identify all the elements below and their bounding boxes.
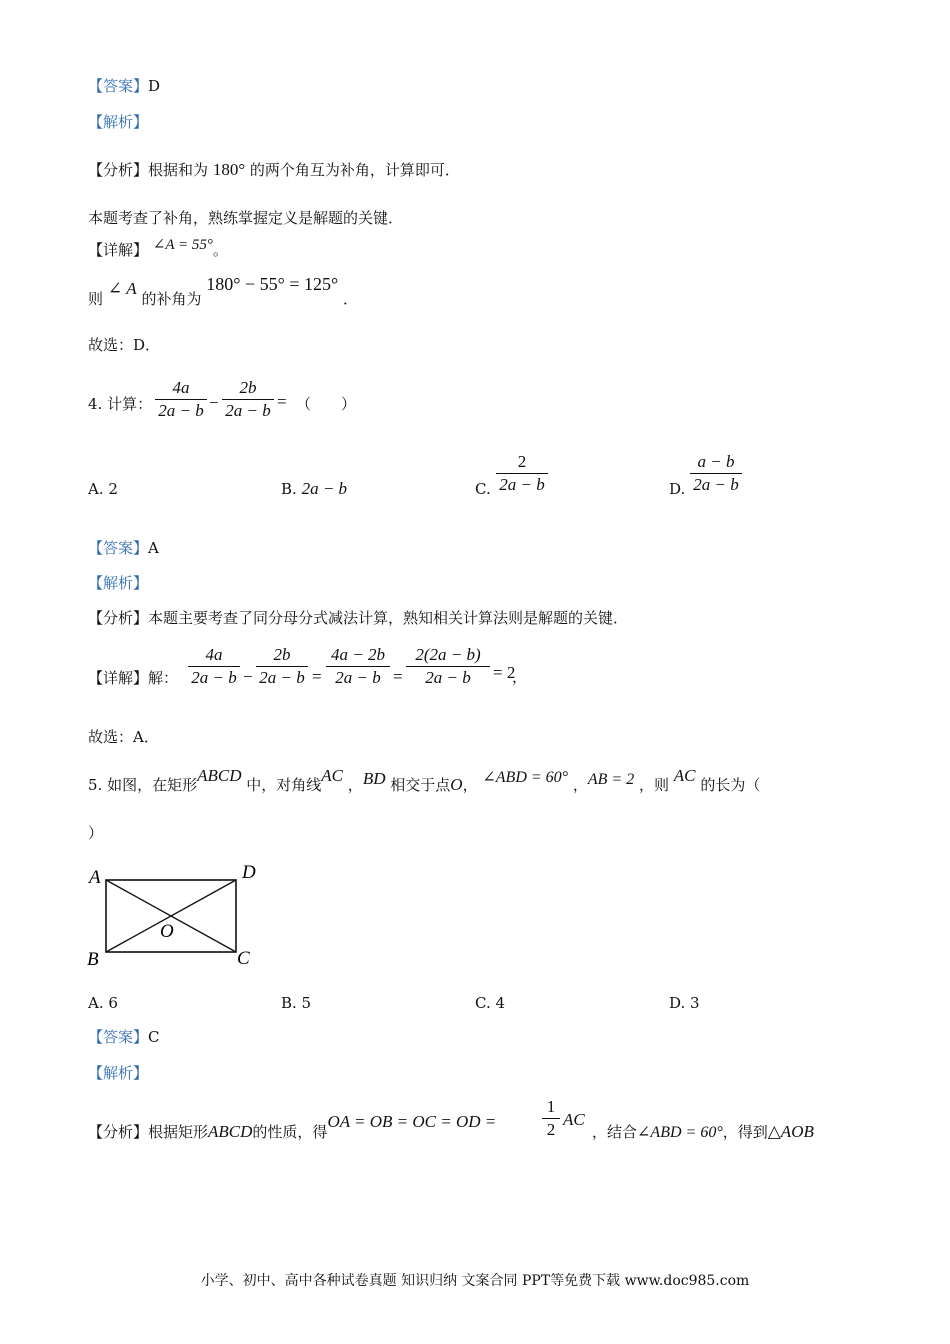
fenxi-math: 180° [212, 160, 246, 179]
vertex-label-b: B [87, 949, 99, 970]
line2-end: ． [342, 290, 358, 308]
q3-detail [88, 237, 228, 261]
answer-tag: 【答案】 [88, 77, 149, 95]
vertex-label-a: A [89, 867, 101, 888]
q4-frac1: $\frac{4a}{2a - b}$ [155, 378, 207, 421]
q4-detail: 【详解】解： [88, 669, 179, 687]
page-footer: 小学、初中、高中各种试卷真题 知识归纳 文案合同 PPT等免费下载 www.doc985.com [200, 1273, 750, 1289]
q4-d-frac3: $\frac{4a - 2b}{2a - b}$ [326, 645, 390, 688]
q4-stem: 4. 计算： [88, 395, 153, 413]
q4-d-result: = 2 [493, 663, 516, 682]
line2-math: ∠ A [107, 279, 137, 298]
q3-analysis-tag: 【解析】 [88, 113, 149, 131]
q5-option-c: C. 4 [475, 994, 506, 1012]
q4-option-b: B. 2a − b [281, 479, 348, 498]
q4-d-frac4: $\frac{2(2a - b)}{2a - b}$ [406, 645, 490, 688]
fenxi-post: 的两个角互为补角，计算即可． [249, 161, 460, 179]
q5-option-d: D. 3 [669, 994, 700, 1012]
detail-tag: 【详解】 [88, 241, 149, 259]
q3-answer-line [88, 76, 160, 96]
q4-option-d: D. [669, 480, 686, 498]
fenxi-pre: 根据和为 [148, 161, 209, 179]
q4-fenxi: 【分析】本题主要考查了同分母分式减法计算，熟知相关计算法则是解题的关键． [88, 609, 629, 627]
vertex-label-c: C [237, 948, 250, 969]
line2-mid: 的补角为 [141, 290, 202, 308]
q4-answer-line: 【答案】A [88, 539, 159, 557]
fenxi-tag: 【分析】 [88, 161, 149, 179]
q4-d-comma: ， [512, 668, 528, 686]
rectangle-figure [80, 855, 270, 975]
q4-d-eq1: = [312, 667, 322, 686]
q4-option-c-frac: $\frac{2}{2a - b}$ [496, 452, 548, 495]
q5-fenxi: 【分析】根据矩形ABCD的性质，得OA = OB = OC = OD = [88, 1112, 497, 1141]
detail-end: 。 [212, 241, 228, 259]
q4-d-minus: − [243, 667, 253, 686]
line2-math2: 180° − 55° = 125° [206, 274, 339, 294]
q5-option-b: B. 5 [281, 994, 312, 1012]
line2-pre: 则 [88, 290, 104, 308]
detail-math: ∠A = 55° [152, 237, 213, 253]
q4-option-c: C. [475, 480, 491, 498]
q5-stem-close: ） [88, 824, 104, 842]
q3-comment: 本题考查了补角，熟练掌握定义是解题的关键． [88, 209, 404, 227]
q4-option-d-frac: $\frac{a - b}{2a - b}$ [690, 452, 742, 495]
q4-choose: 故选：A． [88, 728, 159, 746]
q5-stem: 5. 如图，在矩形ABCD 中，对角线AC ，BD 相交于点O， ∠ABD = 60° ，AB = 2 ，则 AC 的长为（ [88, 766, 761, 794]
q4-analysis-tag: 【解析】 [88, 574, 149, 592]
q5-option-a: A. 6 [88, 994, 118, 1012]
q3-line2 [88, 274, 358, 309]
q5-fenxi-ac: AC [563, 1110, 585, 1129]
q5-analysis-tag: 【解析】 [88, 1064, 149, 1082]
q4-option-a: A. 2 [88, 480, 118, 498]
vertex-label-o: O [160, 921, 174, 942]
vertex-label-d: D [242, 862, 256, 883]
q5-half-frac: $\frac{1}{2}$ [542, 1097, 560, 1140]
q5-answer-line: 【答案】C [88, 1028, 160, 1046]
q4-d-frac2: $\frac{2b}{2a - b}$ [256, 645, 308, 688]
q5-fenxi-tail: ，结合∠ABD = 60°，得到△AOB [592, 1122, 814, 1141]
q3-choose: 故选：D． [88, 336, 161, 354]
answer-value: D [148, 77, 161, 95]
q3-fenxi [88, 160, 460, 180]
q4-equals: = [277, 392, 287, 411]
q4-minus: − [209, 393, 219, 412]
q4-paren: （ ） [296, 395, 357, 413]
q4-frac2: $\frac{2b}{2a - b}$ [222, 378, 274, 421]
q4-d-frac1: $\frac{4a}{2a - b}$ [188, 645, 240, 688]
q4-d-eq2: = [393, 667, 403, 686]
